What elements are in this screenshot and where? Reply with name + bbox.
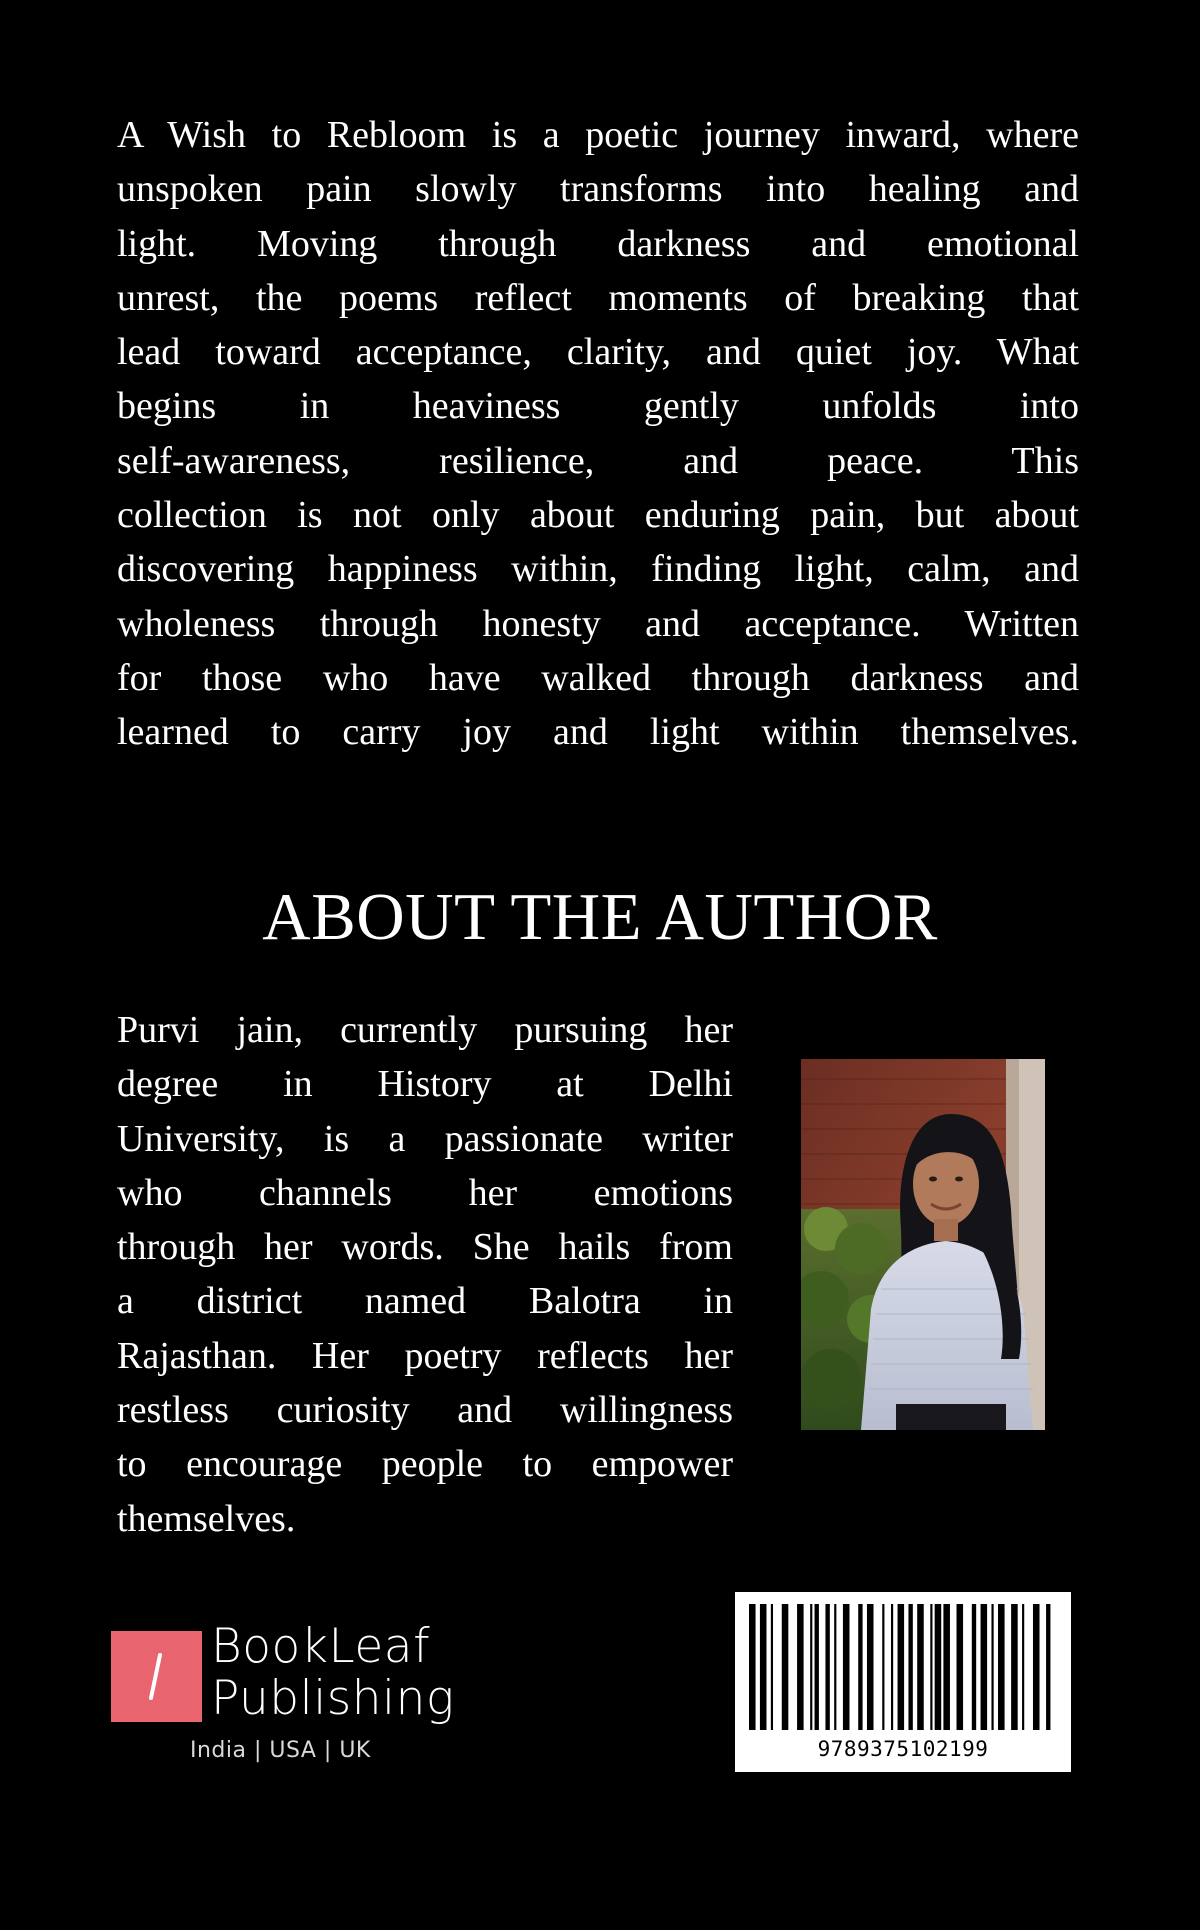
blurb-line: light. Moving through darkness and emotional bbox=[117, 222, 1079, 265]
barcode-bar bbox=[998, 1604, 1005, 1730]
blurb-line: collection is not only about enduring pain, but about bbox=[117, 494, 1079, 537]
blurb-line: unrest, the poems reflect moments of breaking that bbox=[117, 276, 1079, 319]
barcode-bar bbox=[858, 1604, 862, 1730]
barcode-bar bbox=[935, 1604, 942, 1730]
bio-line: themselves. bbox=[117, 1497, 296, 1540]
author-bio bbox=[117, 1003, 733, 1546]
barcode-bar bbox=[891, 1604, 893, 1730]
about-author-heading: ABOUT THE AUTHOR bbox=[262, 880, 938, 954]
isbn-barcode bbox=[735, 1592, 1071, 1772]
blurb-line: A Wish to Rebloom is a poetic journey inward, where bbox=[117, 114, 1079, 156]
barcode-bar bbox=[771, 1604, 773, 1730]
isbn-number: 9789375102199 bbox=[817, 1737, 989, 1761]
publisher-regions: India | USA | UK bbox=[190, 1738, 371, 1763]
barcode-bar bbox=[782, 1604, 789, 1730]
barcode-bar bbox=[898, 1604, 905, 1730]
barcode-bar bbox=[908, 1604, 912, 1730]
blurb-line: discovering happiness within, finding light, calm, and bbox=[117, 548, 1079, 591]
publisher-name-line1: BookLeaf bbox=[211, 1619, 431, 1674]
barcode-bar bbox=[972, 1604, 976, 1730]
publisher-name bbox=[211, 1621, 455, 1725]
blurb-line: lead toward acceptance, clarity, and quiet joy. What bbox=[117, 331, 1079, 374]
bio-line: a district named Balotra in bbox=[117, 1280, 733, 1323]
blurb-line: for those who have walked through darkness and bbox=[117, 656, 1079, 699]
barcode-bar bbox=[1011, 1604, 1018, 1730]
barcode-bar bbox=[981, 1604, 988, 1730]
barcode-bar bbox=[917, 1604, 924, 1730]
bio-line: to encourage people to empower bbox=[117, 1443, 733, 1486]
barcode-bar bbox=[815, 1604, 819, 1730]
bio-line: who channels her emotions bbox=[117, 1171, 733, 1214]
barcode-bar bbox=[957, 1604, 964, 1730]
bio-line: Purvi jain, currently pursuing her bbox=[117, 1009, 733, 1051]
publisher-name-line2: Publishing bbox=[211, 1671, 455, 1726]
barcode-bar bbox=[1033, 1604, 1040, 1730]
barcode-bar bbox=[843, 1604, 850, 1730]
blurb-line: unspoken pain slowly transforms into healing and bbox=[117, 168, 1079, 211]
bio-line: through her words. She hails from bbox=[117, 1226, 733, 1269]
blurb-line: learned to carry joy and light within themselves. bbox=[117, 711, 1079, 754]
barcode-bar bbox=[834, 1604, 836, 1730]
bio-line: restless curiosity and willingness bbox=[117, 1389, 733, 1432]
barcode-bar bbox=[930, 1604, 932, 1730]
blurb-line: wholeness through honesty and acceptance. Written bbox=[117, 602, 1079, 645]
barcode-bar bbox=[825, 1604, 829, 1730]
barcode-bar bbox=[867, 1604, 874, 1730]
bio-line: degree in History at Delhi bbox=[117, 1063, 733, 1106]
slash-icon bbox=[111, 1631, 202, 1722]
barcode-bar bbox=[991, 1604, 993, 1730]
barcode-bar bbox=[760, 1604, 767, 1730]
author-photo bbox=[801, 1059, 1045, 1430]
blurb-line: self-awareness, resilience, and peace. This bbox=[117, 439, 1079, 482]
barcode-bar bbox=[1046, 1604, 1050, 1730]
barcode-bar bbox=[749, 1604, 756, 1730]
barcode-bar bbox=[810, 1604, 812, 1730]
book-blurb bbox=[117, 108, 1079, 760]
barcode-bar bbox=[882, 1604, 884, 1730]
bio-line: University, is a passionate writer bbox=[117, 1117, 733, 1160]
barcode-bars bbox=[735, 1592, 1071, 1732]
blurb-line: begins in heaviness gently unfolds into bbox=[117, 385, 1079, 428]
bio-line: Rajasthan. Her poetry reflects her bbox=[117, 1334, 733, 1377]
barcode-bar bbox=[1022, 1604, 1024, 1730]
barcode-bar bbox=[797, 1604, 804, 1730]
publisher-logo bbox=[111, 1631, 202, 1722]
barcode-bar bbox=[943, 1604, 950, 1730]
